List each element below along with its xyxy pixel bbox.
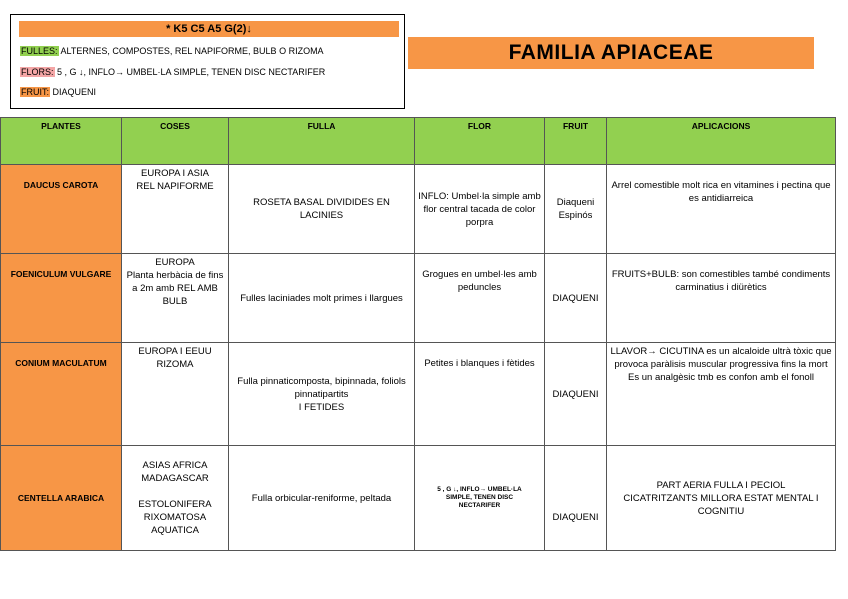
header-aplicacions: APLICACIONS [607, 118, 836, 165]
fruit-label: FRUIT: [21, 87, 49, 97]
fruit-cell: DIAQUENI [545, 343, 607, 446]
coses-cell [122, 343, 229, 446]
fulla-cell: Fulla orbicular-reniforme, peltada [229, 446, 415, 551]
fruit-text: DIAQUENI [50, 87, 97, 97]
aplicacions-cell: Arrel comestible molt rica en vitamines i pectina que es antidiarreica [607, 165, 836, 254]
fulles-label: FULLES: [21, 46, 58, 56]
coses-text: EUROPA I EEUU RIZOMA [138, 346, 212, 370]
aplicacions-cell [607, 343, 836, 446]
table-row [1, 343, 836, 446]
aplicacions-text: PART AERIA FULLA I PECIOL CICATRITZANTS MILLORA ESTAT MENTAL I COGNITIU [623, 479, 819, 517]
fulla-cell [229, 343, 415, 446]
table-row [1, 165, 836, 254]
plant-name: CENTELLA ARABICA [1, 446, 122, 551]
coses-text: ASIAS AFRICA MADAGASCAR ESTOLONIFERA RIXOMATOSA AQUATICA [138, 460, 212, 536]
aplicacions-cell [607, 446, 836, 551]
flors-label: FLORS: [21, 67, 54, 77]
coses-cell [122, 165, 229, 254]
plant-name: FOENICULUM VULGARE [1, 254, 122, 343]
header-flor: FLOR [415, 118, 545, 165]
aplicacions-cell: FRUITS+BULB: son comestibles també condiments carminatius i diürètics [607, 254, 836, 343]
aplicacions-text: LLAVOR→ CICUTINA es un alcaloide ultrà tòxic que provoca paràlisis muscular progressiva fins la mort Es un analgèsic tmb es confon amb el fonoll [610, 346, 832, 383]
table-row [1, 254, 836, 343]
header-fulla: FULLA [229, 118, 415, 165]
fulla-cell: ROSETA BASAL DIVIDIDES EN LACINIES [229, 165, 415, 254]
page-title: FAMILIA APIACEAE [408, 37, 814, 69]
plants-table [0, 117, 836, 551]
floral-formula: * K5 C5 A5 G(2)↓ [19, 21, 399, 37]
table-row [1, 446, 836, 551]
fulles-text: ALTERNES, COMPOSTES, REL NAPIFORME, BULB O RIZOMA [58, 46, 324, 56]
legend-fruit [20, 86, 96, 98]
header-plantes: PLANTES [1, 118, 122, 165]
coses-text: EUROPA Planta herbàcia de fins a 2m amb REL AMB BULB [126, 257, 224, 307]
header-coses: COSES [122, 118, 229, 165]
legend-box [10, 14, 405, 109]
fruit-cell: DIAQUENI [545, 254, 607, 343]
coses-cell [122, 254, 229, 343]
legend-fulles [20, 45, 324, 57]
header-fruit: FRUIT [545, 118, 607, 165]
fruit-cell: DIAQUENI [545, 446, 607, 551]
table-header-row [1, 118, 836, 165]
flor-cell: Grogues en umbel·les amb peduncles [415, 254, 545, 343]
fruit-cell: Diaqueni Espinós [545, 165, 607, 254]
flor-cell: 5 , G ↓, INFLO→ UMBEL·LA SIMPLE, TENEN DISC NECTARIFER [415, 446, 545, 551]
coses-text: EUROPA I ASIA REL NAPIFORME [136, 168, 214, 192]
plant-name: CONIUM MACULATUM [1, 343, 122, 446]
flor-cell: Petites i blanques i fètides [415, 343, 545, 446]
fulla-cell: Fulles laciniades molt primes i llargues [229, 254, 415, 343]
flor-cell: INFLO: Umbel·la simple amb flor central tacada de color porpra [415, 165, 545, 254]
coses-cell [122, 446, 229, 551]
legend-flors [20, 66, 325, 78]
plant-name: DAUCUS CAROTA [1, 165, 122, 254]
fulla-text: Fulla pinnaticomposta, bipinnada, foliols pinnatipartits I FETIDES [237, 375, 406, 413]
flors-text: 5 , G ↓, INFLO→ UMBEL·LA SIMPLE, TENEN DISC NECTARIFER [54, 67, 326, 77]
